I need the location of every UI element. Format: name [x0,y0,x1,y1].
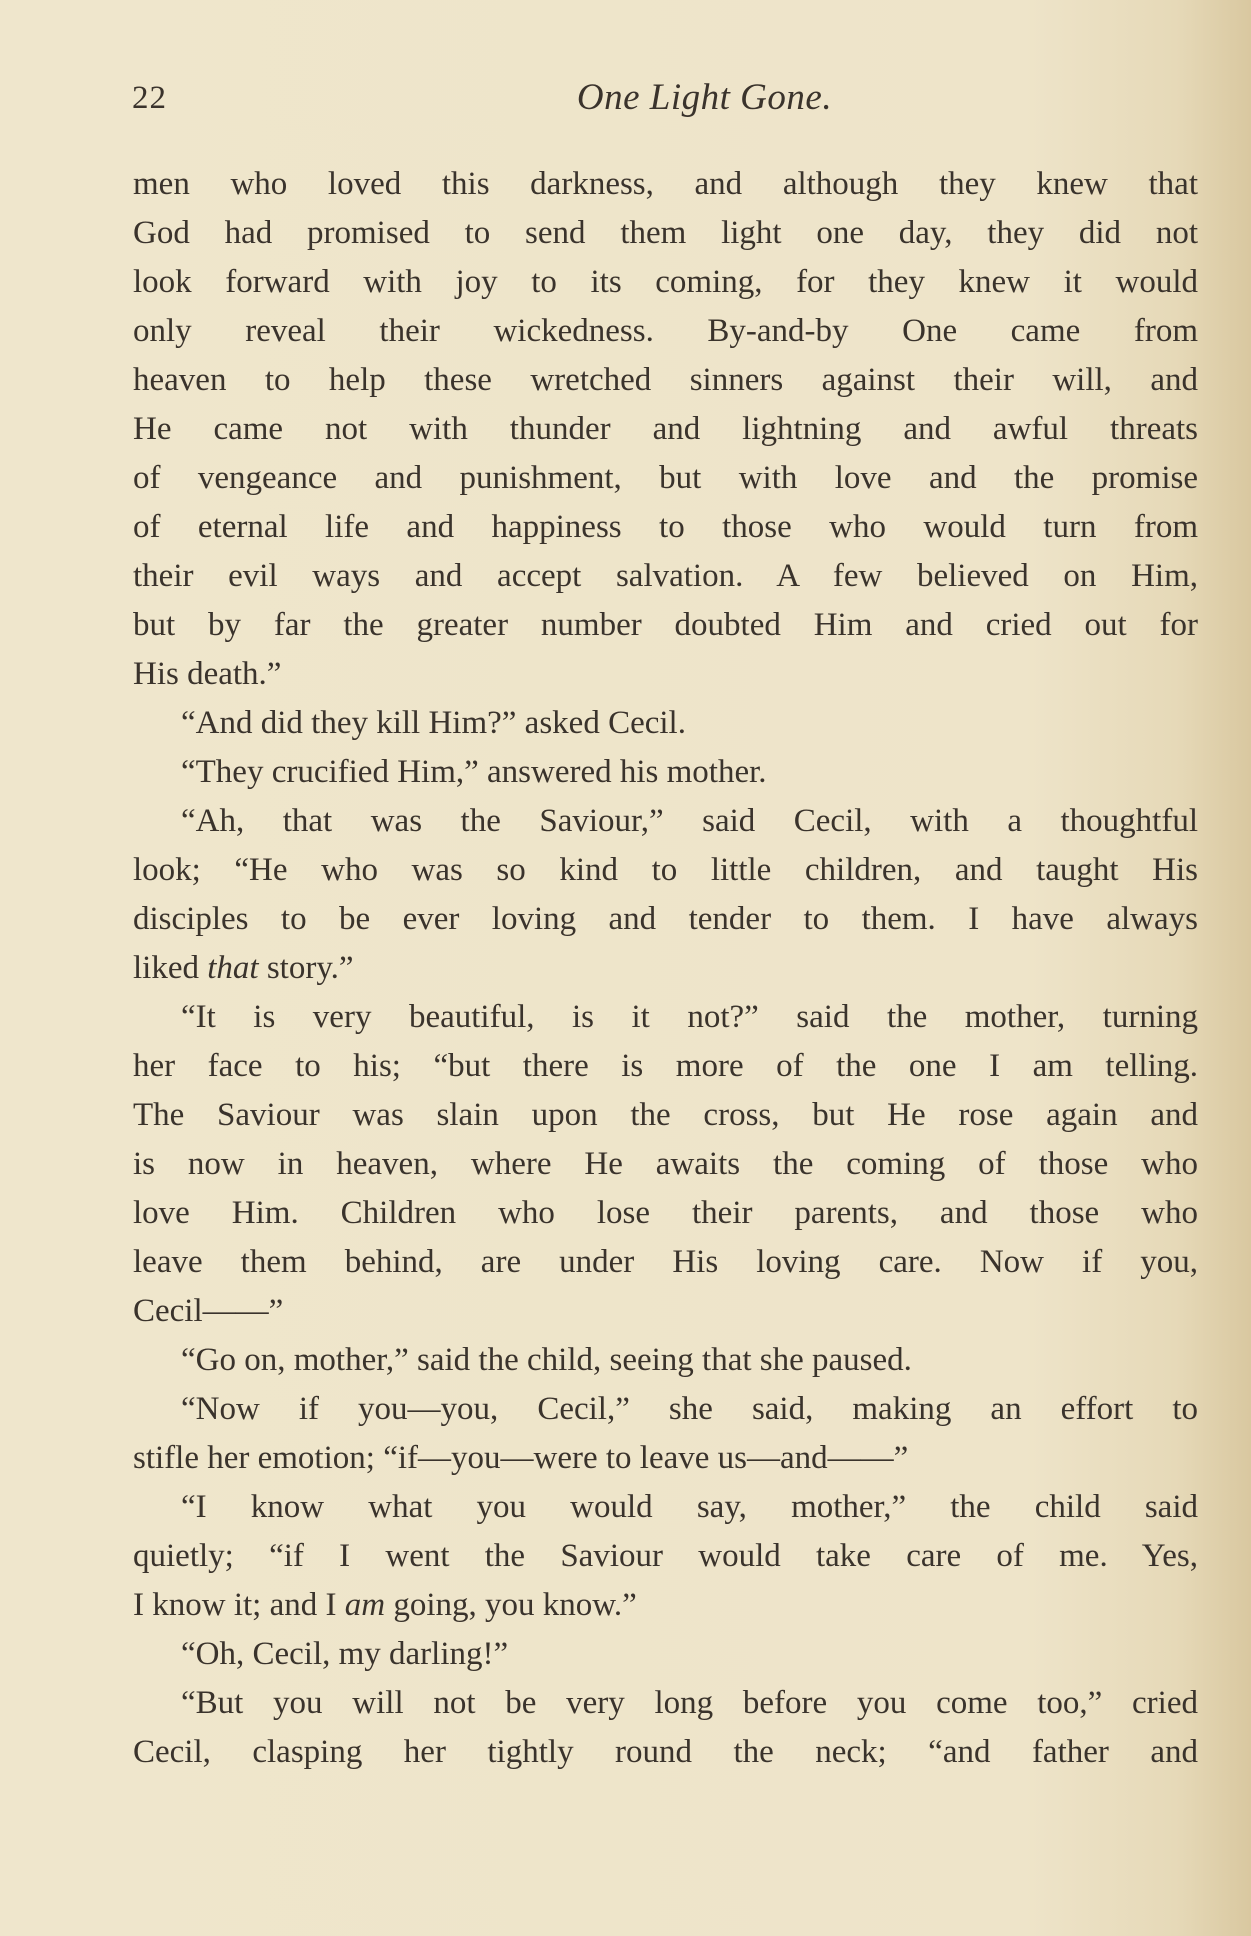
text-segment: going, you know.” [385,1587,637,1623]
text-line: stifle her emotion; “if—you—were to leave us—and——” [133,1440,909,1476]
running-title: One Light Gone. [576,77,833,118]
text-line: “Go on, mother,” said the child, seeing that she paused. [181,1342,912,1378]
text-line: but by far the greater number doubted Him and cried out for [133,607,1198,643]
running-header [132,72,1197,122]
text-segment: liked [133,950,208,986]
text-line: her face to his; “but there is more of the one I am telling. [133,1048,1198,1084]
page-number: 22 [132,80,167,116]
italic-word: that [207,950,259,986]
text-line: Cecil——” [133,1293,284,1329]
text-line: disciples to be ever loving and tender to them. I have always [133,901,1198,937]
text-line: men who loved this darkness, and although they knew that [133,166,1198,202]
text-line: leave them behind, are under His loving care. Now if you, [133,1244,1198,1280]
body-text [133,160,1198,1777]
text-line: love Him. Children who lose their parents, and those who [133,1195,1198,1231]
text-line: “Now if you—you, Cecil,” she said, making an effort to [181,1391,1198,1427]
text-line [133,944,1198,993]
text-line: His death.” [133,656,282,692]
text-line: heaven to help these wretched sinners against their will, and [133,362,1198,398]
text-line: God had promised to send them light one day, they did not [133,215,1198,251]
text-line: “They crucified Him,” answered his mother. [181,754,767,790]
text-segment: story.” [258,950,354,986]
text-line: quietly; “if I went the Saviour would take care of me. Yes, [133,1538,1198,1574]
text-line: He came not with thunder and lightning and awful threats [133,411,1198,447]
text-line: “Oh, Cecil, my darling!” [181,1636,509,1672]
text-line: only reveal their wickedness. By-and-by One came from [133,313,1198,349]
text-line: their evil ways and accept salvation. A few believed on Him, [133,558,1198,594]
italic-word: am [344,1587,386,1623]
text-line: of vengeance and punishment, but with love and the promise [133,460,1198,496]
text-line: of eternal life and happiness to those who would turn from [133,509,1198,545]
text-line: look; “He who was so kind to little children, and taught His [133,852,1198,888]
text-line: “Ah, that was the Saviour,” said Cecil, with a thoughtful [181,803,1198,839]
text-line: look forward with joy to its coming, for they knew it would [133,264,1198,300]
text-line: The Saviour was slain upon the cross, but He rose again and [133,1097,1198,1133]
text-line: is now in heaven, where He awaits the coming of those who [133,1146,1198,1182]
text-line: “I know what you would say, mother,” the child said [181,1489,1198,1525]
text-line: “But you will not be very long before you come too,” cried [181,1685,1198,1721]
text-line: “And did they kill Him?” asked Cecil. [181,705,686,741]
text-line [133,1581,1198,1630]
text-segment: I know it; and I [133,1587,345,1623]
text-line: Cecil, clasping her tightly round the neck; “and father and [133,1734,1198,1770]
text-line: “It is very beautiful, is it not?” said the mother, turning [181,999,1198,1035]
